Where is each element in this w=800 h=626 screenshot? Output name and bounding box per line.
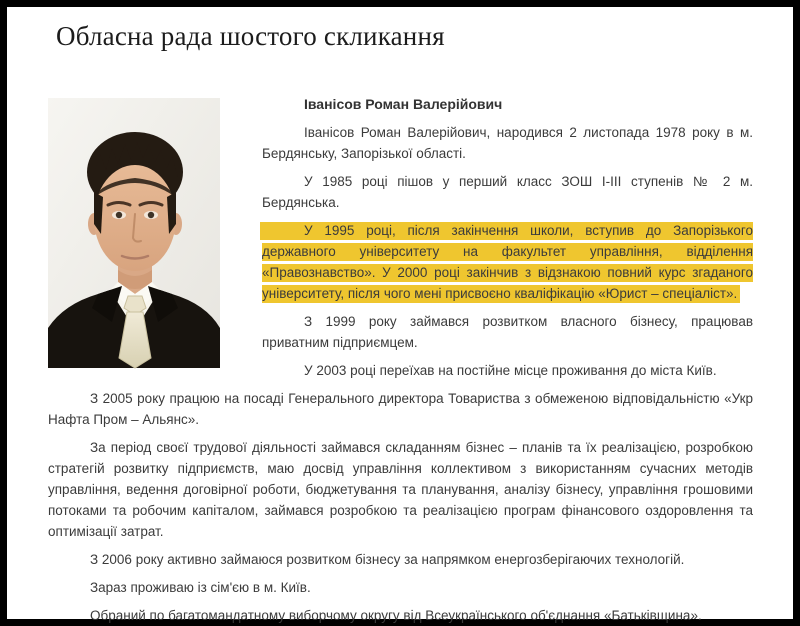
bio-paragraph-birth: Іванісов Роман Валерійович, народився 2 листопада 1978 року в м. Бердянську, Запорізької області. bbox=[262, 125, 753, 161]
highlight-mark: У 1995 році, після закінчення школи, вступив до Запорізького державного університету на факультет управління, відділення «Правознавство». У 2000 році закінчив з відзнакою повний курс згаданого університету, після чого мені присвоєно кваліфікацію «Юрист – спеціаліст». bbox=[262, 223, 753, 301]
bio-paragraph-school: У 1985 році пішов у перший класс ЗОШ І-ІІІ ступенів № 2 м. Бердянська. bbox=[262, 174, 753, 210]
portrait-photo bbox=[48, 98, 220, 368]
bio-paragraph-elected: Обраний по багатомандатному виборчому округу від Всеукраїнського об'єднання «Батьківщина». bbox=[90, 608, 702, 623]
portrait-photo-image bbox=[48, 98, 220, 368]
bio-paragraph-residence: Зараз проживаю із сім'єю в м. Київ. bbox=[90, 580, 311, 595]
biography-page bbox=[7, 7, 793, 623]
bio-paragraph-experience: За період своєї трудової діяльності займався складанням бізнес – планів та їх реалізацією, розробкою стратегій розвитку підприємств, маю досвід управління коллективом з використанням сучасних методів управління, ведення договірної роботи, бюджетування та планування, аналізу бізнесу, управління грошовими потоками та робочим капіталом, займався розробкою та реалізацією програм фінансового оздоровлення та оптимізації затрат. bbox=[48, 440, 753, 539]
bio-paragraph-move-2003: У 2003 році переїхав на постійне місце проживання до міста Київ. bbox=[304, 363, 717, 378]
bio-paragraph-business-1999: З 1999 року займався розвитком власного бізнесу, працював приватним підприємцем. bbox=[262, 314, 753, 350]
biography-content bbox=[48, 94, 753, 626]
bio-name-heading: Іванісов Роман Валерійович bbox=[304, 96, 503, 112]
bio-paragraph-director-2005: З 2005 року працюю на посаді Генерального директора Товариства з обмеженою відповідальністю «Укр Нафта Пром – Альянс». bbox=[48, 391, 753, 427]
page-title: Обласна рада шостого скликання bbox=[56, 21, 445, 51]
bio-paragraph-energy-2006: З 2006 року активно займаюся розвитком бізнесу за напрямком енергозберігаючих технологій. bbox=[90, 552, 685, 567]
